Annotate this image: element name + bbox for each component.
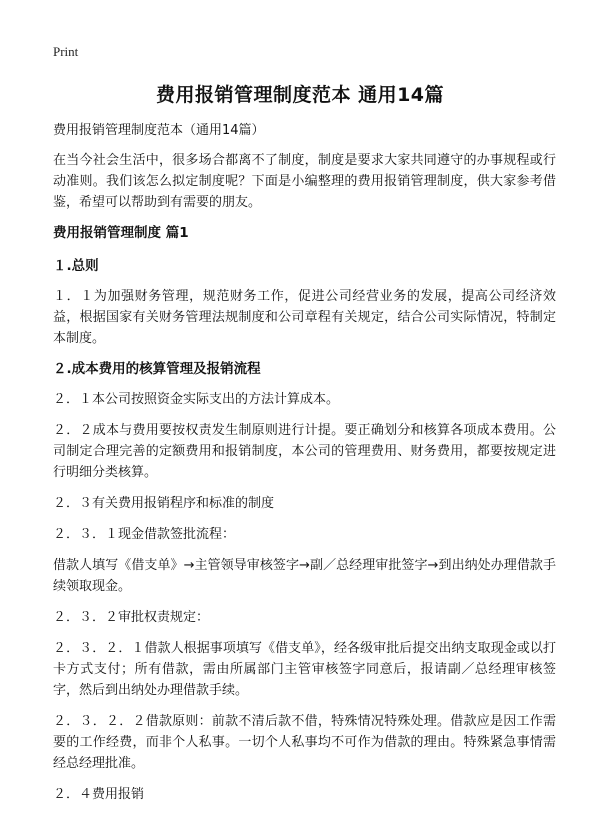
paragraph-2-3-1: ２．３．１现金借款签批流程： — [53, 527, 236, 542]
paragraph-2-1: ２．１本公司按照资金实际支出的方法计算成本。 — [53, 392, 340, 407]
part-heading: 费用报销管理制度 篇1 — [53, 225, 189, 241]
document-subtitle: 费用报销管理制度范本（通用14篇） — [53, 123, 265, 138]
document-body — [53, 120, 556, 815]
paragraph-2-2: ２．２成本与费用要按权责发生制原则进行计提。要正确划分和核算各项成本费用。公司制定合理完善的定额费用和报销制度，本公司的管理费用、财务费用，都要按规定进行明细分类核算。 — [53, 423, 556, 480]
print-link[interactable]: Print — [53, 44, 79, 59]
paragraph-2-4: ２．４费用报销 — [53, 787, 145, 802]
paragraph-2-3: ２．３有关费用报销程序和标准的制度 — [53, 496, 275, 511]
document-title: 费用报销管理制度范本 通用14篇 — [155, 84, 445, 106]
paragraph-2-3-2-2: ２．３．２．２借款原则：前款不清后款不借，特殊情况特殊处理。借款应是因工作需要的工作经费，而非个人私事。一切个人私事均不可作为借款的理由。特殊紧急事情需经总经理批准。 — [53, 714, 556, 771]
intro-paragraph: 在当今社会生活中，很多场合都离不了制度，制度是要求大家共同遵守的办事规程或行动准则。我们该怎么拟定制度呢？下面是小编整理的费用报销管理制度，供大家参考借鉴，希望可以帮助到有需要的朋友。 — [53, 153, 556, 210]
paragraph-2-3-2-1: ２．３．２．１借款人根据事项填写《借支单》，经各级审批后提交出纳支取现金或以打卡方式支付；所有借款，需由所属部门主管审核签字同意后，报请副／总经理审核签字，然后到出纳处办理借款手续。 — [53, 641, 556, 698]
paragraph-1-1: １．１为加强财务管理，规范财务工作，促进公司经营业务的发展，提高公司经济效益，根据国家有关财务管理法规制度和公司章程有关规定，结合公司实际情况，特制定本制度。 — [53, 289, 556, 346]
section-heading-general: １.总则 — [53, 258, 99, 274]
paragraph-2-3-2: ２．３．２审批权责规定： — [53, 610, 210, 625]
paragraph-loan-flow: 借款人填写《借支单》→主管领导审核签字→副／总经理审批签字→到出纳处办理借款手续领取现金。 — [53, 558, 556, 594]
section-heading-cost-management: ２.成本费用的核算管理及报销流程 — [53, 361, 261, 377]
